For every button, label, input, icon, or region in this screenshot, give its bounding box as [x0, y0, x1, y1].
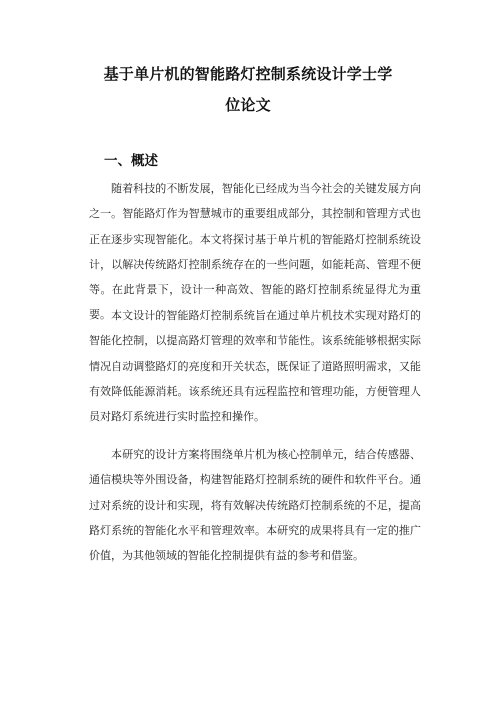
document-title-line-1: 基于单片机的智能路灯控制系统设计学士学	[103, 65, 393, 83]
paragraph-2: 本文设计的智能路灯控制系统旨在通过单片机技术实现对路灯的智能化控制，以提高路灯管理的效率和节能性。该系统能够根据实际情况自动调整路灯的亮度和开关状态，既保证了道路照明需求，又能有效降低能源消耗。该系统还具有远程监控和管理功能，方便管理人员对路灯系统进行实时监控和操作。	[89, 309, 421, 424]
section-heading: 一、概述	[104, 153, 158, 169]
paragraph-1: 随着科技的不断发展，智能化已经成为当今社会的关键发展方向之一。智能路灯作为智慧城市的重要组成部分，其控制和管理方式也正在逐步实现智能化。本文将探讨基于单片机的智能路灯控制系统设计，以解决传统路灯控制系统存在的一些问题，如能耗高、管理不便等。在此背景下，设计一种高效、智能的路灯控制系统显得尤为重要。	[89, 182, 421, 322]
document-title-line-2: 位论文	[225, 96, 271, 114]
paragraph-3: 本研究的设计方案将围绕单片机为核心控制单元，结合传感器、通信模块等外围设备，构建智能路灯控制系统的硬件和软件平台。通过对系统的设计和实现，将有效解决传统路灯控制系统的不足，提高路灯系统的智能化水平和管理效率。本研究的成果将具有一定的推广价值，为其他领域的智能化控制提供有益的参考和借鉴。	[89, 448, 421, 563]
